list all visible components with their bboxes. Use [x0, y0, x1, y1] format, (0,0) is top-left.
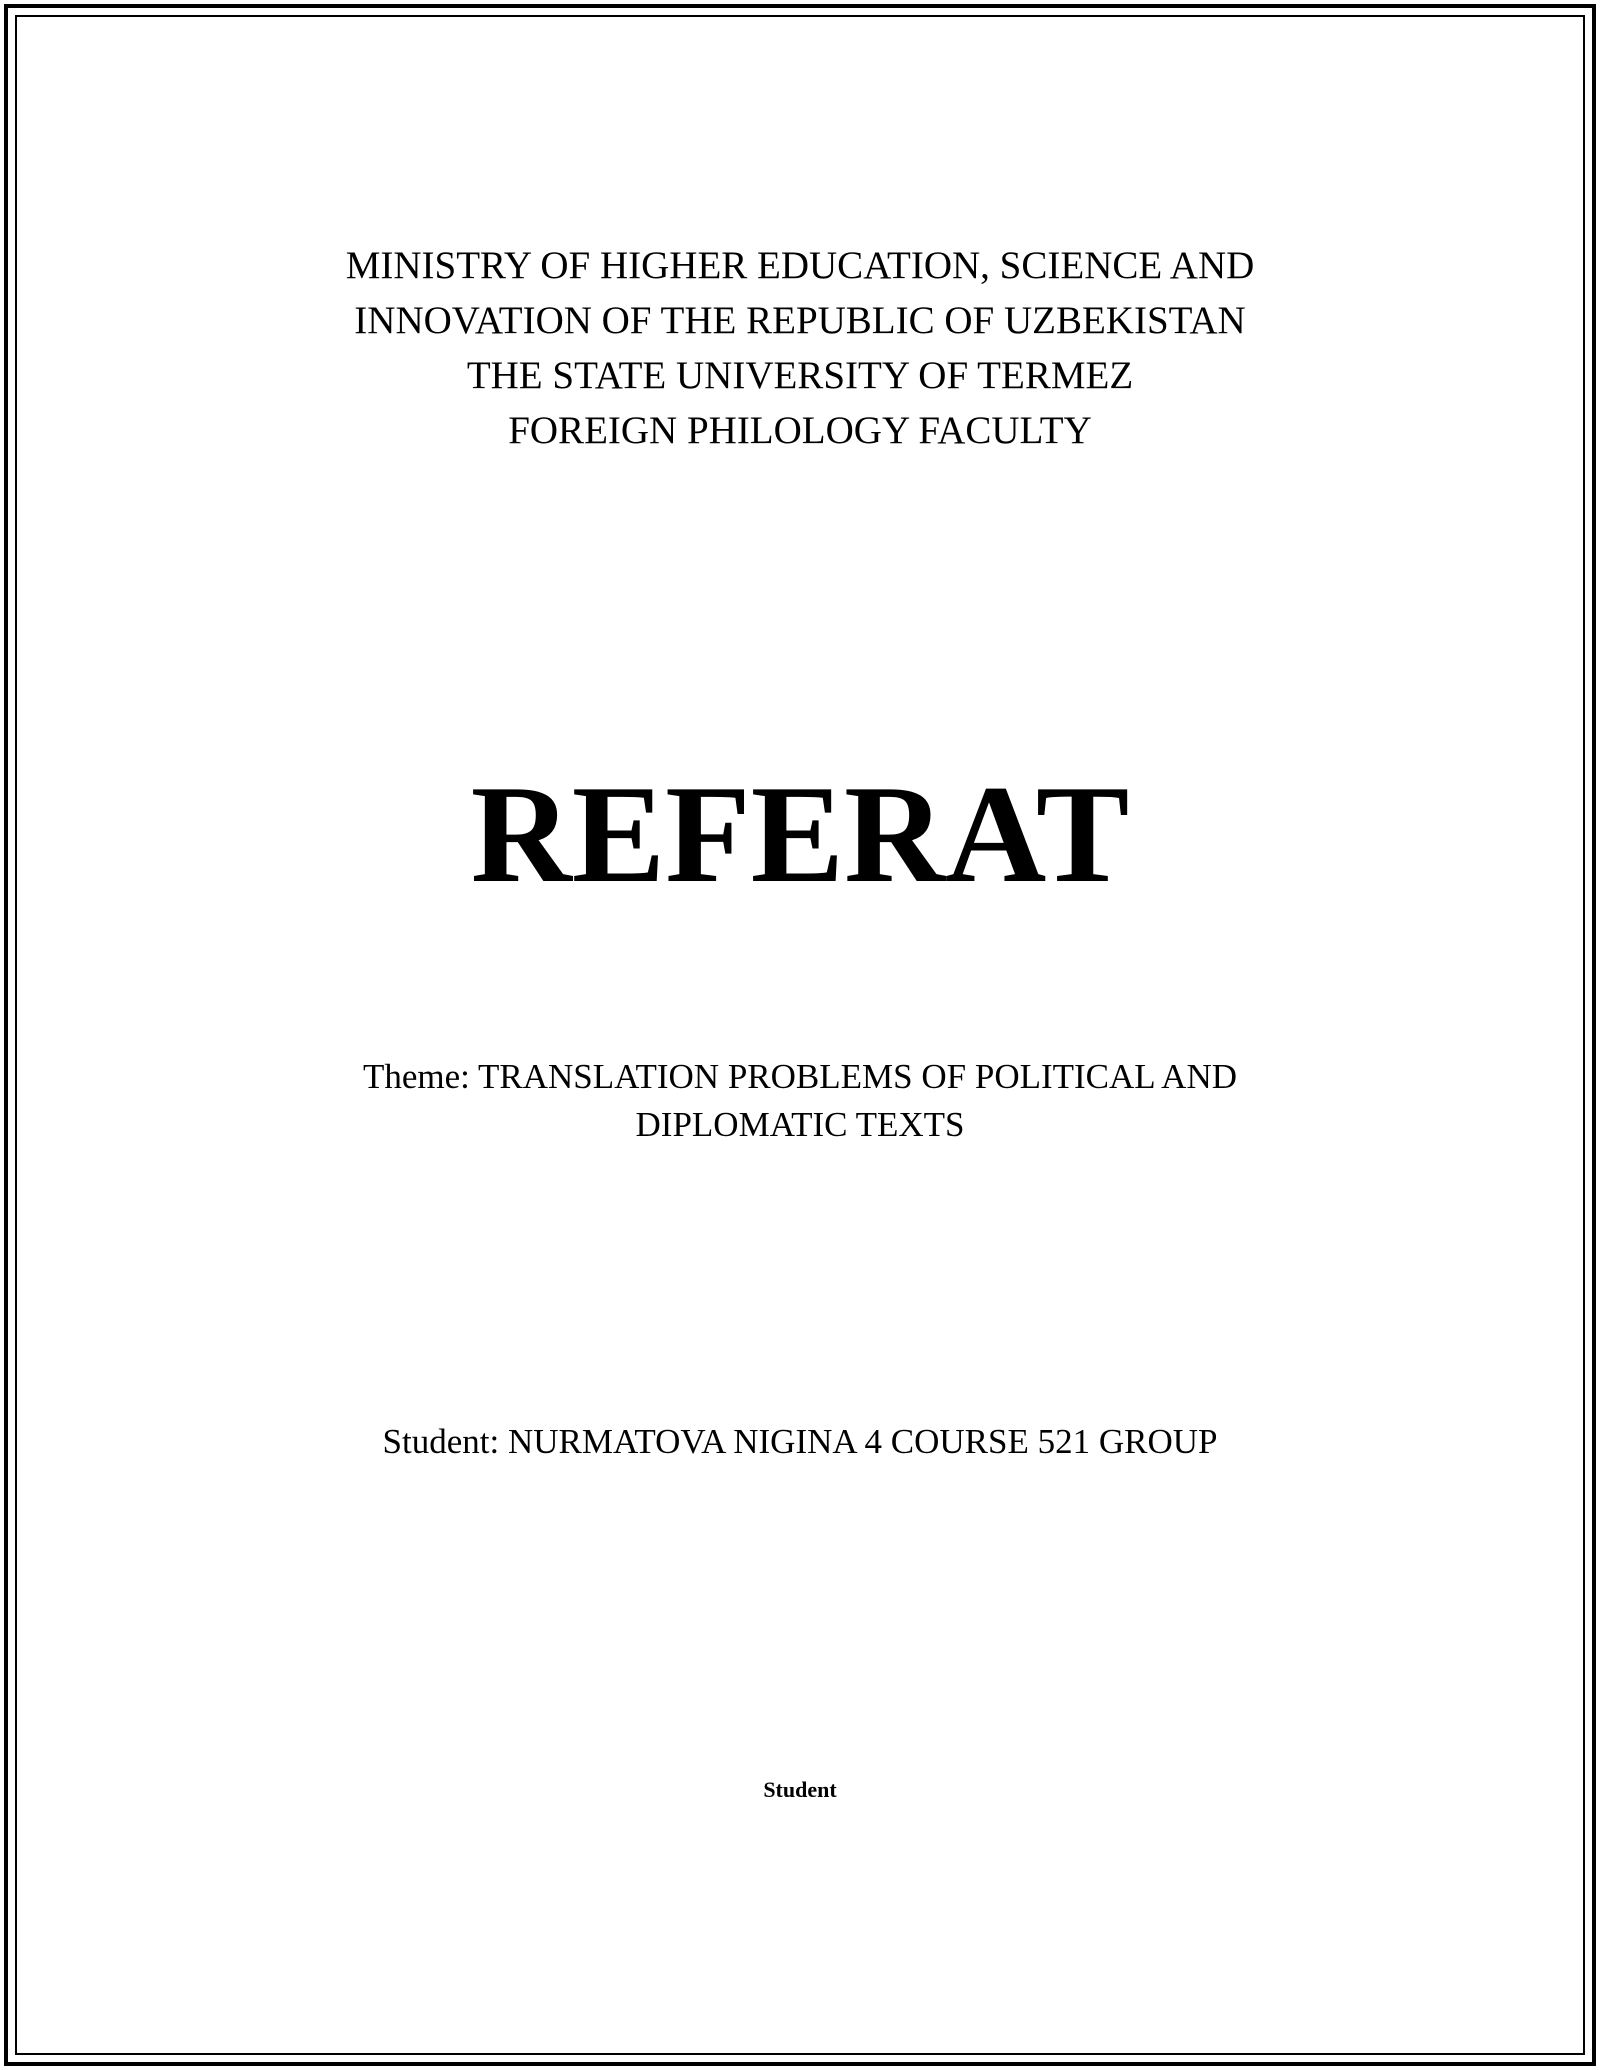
theme-line-2: DIPLOMATIC TEXTS [635, 1105, 965, 1144]
header-line-university: THE STATE UNIVERSITY OF TERMEZ [466, 354, 1134, 397]
document-title: REFERAT [470, 757, 1130, 912]
student-label: Student [763, 1777, 837, 1802]
header-line-ministry: MINISTRY OF HIGHER EDUCATION, SCIENCE AND [345, 244, 1255, 287]
institution-header [0, 238, 1600, 458]
theme-line-1: Theme: TRANSLATION PROBLEMS OF POLITICAL AND [362, 1057, 1238, 1096]
header-line-republic: INNOVATION OF THE REPUBLIC OF UZBEKISTAN [354, 299, 1246, 342]
header-line-faculty: FOREIGN PHILOLOGY FACULTY [508, 409, 1092, 452]
theme-block [0, 1053, 1600, 1149]
student-info: Student: NURMATOVA NIGINA 4 COURSE 521 GROUP [382, 1422, 1218, 1461]
